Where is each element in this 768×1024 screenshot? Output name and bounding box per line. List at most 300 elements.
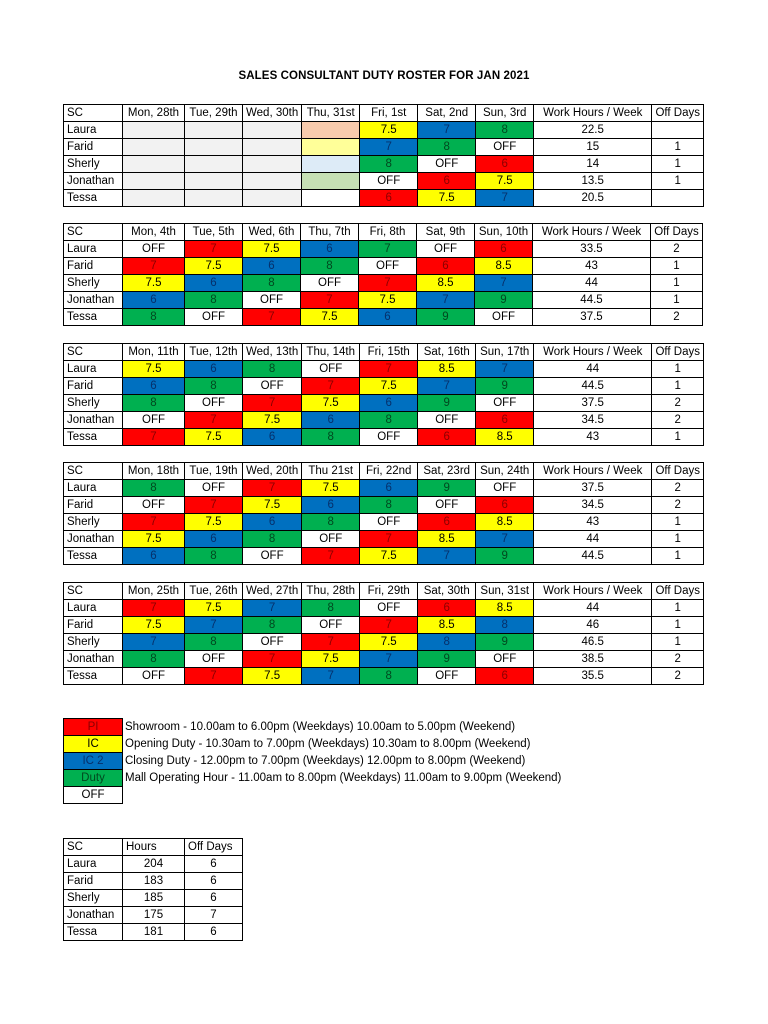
consultant-name: Laura	[64, 361, 123, 378]
column-header: Off Days	[652, 344, 704, 361]
shift-cell: 8	[243, 275, 301, 292]
shift-cell: 8	[476, 617, 534, 634]
roster-week-table	[63, 582, 704, 685]
off-days-cell: 1	[652, 617, 704, 634]
shift-cell	[185, 139, 243, 156]
shift-cell: 7.5	[123, 531, 185, 548]
summary-table	[63, 838, 243, 941]
column-header: Tue, 5th	[185, 224, 243, 241]
summary-row	[64, 890, 243, 907]
shift-cell: 7	[243, 309, 301, 326]
legend-description: Showroom - 10.00am to 6.00pm (Weekdays) 10.00am to 5.00pm (Weekend)	[125, 721, 516, 733]
off-days-cell: 1	[652, 514, 704, 531]
column-header: Work Hours / Week	[534, 344, 652, 361]
roster-row	[64, 173, 704, 190]
shift-cell: 7.5	[123, 617, 185, 634]
column-header: Sat, 30th	[418, 583, 476, 600]
shift-cell: 8	[243, 617, 302, 634]
total-hours-cell: 181	[123, 924, 185, 941]
shift-cell: 6	[418, 514, 476, 531]
work-hours-cell: 38.5	[534, 651, 652, 668]
consultant-name: Jonathan	[64, 531, 123, 548]
shift-cell: OFF	[360, 514, 418, 531]
work-hours-cell: 43	[534, 429, 652, 446]
column-header: Sun, 31st	[476, 583, 534, 600]
column-header: Thu, 28th	[302, 583, 360, 600]
column-header: Sun, 10th	[475, 224, 533, 241]
shift-cell: OFF	[123, 412, 185, 429]
consultant-name: Tessa	[64, 309, 123, 326]
legend-description	[123, 787, 565, 804]
column-header: Off Days	[651, 224, 703, 241]
work-hours-cell: 34.5	[534, 497, 652, 514]
shift-cell: OFF	[185, 651, 243, 668]
off-days-cell: 2	[652, 651, 704, 668]
work-hours-cell: 15	[534, 139, 652, 156]
shift-cell: 7	[185, 617, 243, 634]
consultant-name: Sherly	[64, 514, 123, 531]
column-header: Work Hours / Week	[533, 224, 651, 241]
legend-swatch: IC	[64, 736, 123, 753]
shift-cell: 7.5	[418, 190, 476, 207]
consultant-name: Sherly	[64, 395, 123, 412]
column-header: Fri, 8th	[359, 224, 417, 241]
shift-cell: 6	[360, 395, 418, 412]
column-header: Tue, 26th	[185, 583, 243, 600]
off-days-cell: 1	[651, 292, 703, 309]
shift-cell: 7	[123, 514, 185, 531]
roster-row	[64, 480, 704, 497]
column-header: Thu, 31st	[302, 105, 360, 122]
shift-cell: 7	[302, 378, 360, 395]
shift-cell: 8	[123, 395, 185, 412]
column-header: Thu 21st	[302, 463, 360, 480]
off-days-cell: 2	[652, 497, 704, 514]
legend-table	[63, 718, 565, 804]
shift-cell: 7	[476, 531, 534, 548]
shift-cell: OFF	[243, 378, 302, 395]
shift-cell: 6	[243, 258, 301, 275]
shift-cell: 8.5	[476, 514, 534, 531]
shift-cell: 8	[302, 429, 360, 446]
header-row	[64, 224, 703, 241]
column-header: Wed, 13th	[243, 344, 302, 361]
summary-row	[64, 856, 243, 873]
shift-cell: 6	[185, 531, 243, 548]
shift-cell: OFF	[123, 241, 185, 258]
shift-cell: 8	[360, 156, 418, 173]
shift-cell: OFF	[123, 668, 185, 685]
off-days-cell: 2	[652, 412, 704, 429]
roster-row	[64, 258, 703, 275]
shift-cell: 7	[123, 634, 185, 651]
total-off-days-cell: 6	[185, 890, 243, 907]
off-days-cell: 2	[651, 309, 703, 326]
shift-cell	[185, 122, 243, 139]
shift-cell: 7.5	[302, 651, 360, 668]
shift-cell: OFF	[476, 480, 534, 497]
shift-cell: 7	[302, 548, 360, 565]
shift-cell: 8	[123, 309, 185, 326]
shift-cell: 7	[301, 292, 359, 309]
roster-week-table	[63, 462, 704, 565]
shift-cell: OFF	[302, 617, 360, 634]
shift-cell: OFF	[360, 600, 418, 617]
shift-cell: 7	[359, 275, 417, 292]
column-header: Off Days	[652, 105, 704, 122]
shift-cell: 6	[123, 378, 185, 395]
consultant-name: Sherly	[64, 275, 123, 292]
work-hours-cell: 44	[534, 600, 652, 617]
shift-cell: 6	[476, 668, 534, 685]
work-hours-cell: 43	[534, 514, 652, 531]
shift-cell: 7	[475, 275, 533, 292]
roster-row	[64, 395, 704, 412]
consultant-name: Tessa	[64, 668, 123, 685]
column-header: Mon, 18th	[123, 463, 185, 480]
column-header: Fri, 22nd	[360, 463, 418, 480]
shift-cell: 7	[185, 497, 243, 514]
legend-description: Opening Duty - 10.30am to 7.00pm (Weekdays) 10.30am to 8.00pm (Weekend)	[125, 738, 531, 750]
legend-swatch: IC 2	[64, 753, 123, 770]
shift-cell: 6	[243, 429, 302, 446]
consultant-name: Sherly	[64, 156, 123, 173]
shift-cell	[123, 190, 185, 207]
shift-cell: 8	[243, 361, 302, 378]
shift-cell: 7.5	[360, 548, 418, 565]
summary-row	[64, 924, 243, 941]
legend-swatch: Duty	[64, 770, 123, 787]
roster-row	[64, 241, 703, 258]
legend-row	[64, 753, 565, 770]
consultant-name: Farid	[64, 617, 123, 634]
consultant-name: Farid	[64, 873, 123, 890]
total-hours-cell: 185	[123, 890, 185, 907]
shift-cell: 6	[243, 514, 302, 531]
shift-cell: 7	[243, 480, 302, 497]
shift-cell: 8	[185, 378, 243, 395]
column-header: Fri, 15th	[360, 344, 418, 361]
shift-cell: 8.5	[418, 361, 476, 378]
off-days-cell: 1	[652, 139, 704, 156]
off-days-cell: 1	[652, 156, 704, 173]
roster-row	[64, 309, 703, 326]
off-days-cell: 1	[651, 258, 703, 275]
shift-cell: 7	[476, 361, 534, 378]
shift-cell: 7	[360, 617, 418, 634]
shift-cell: 6	[302, 412, 360, 429]
shift-cell: 7.5	[185, 429, 243, 446]
shift-cell: 8.5	[418, 617, 476, 634]
shift-cell	[302, 139, 360, 156]
off-days-cell	[652, 122, 704, 139]
header-row	[64, 344, 704, 361]
shift-cell: 7.5	[243, 497, 302, 514]
shift-cell	[123, 173, 185, 190]
shift-cell: 7	[418, 548, 476, 565]
legend-row	[64, 770, 565, 787]
off-days-cell: 1	[652, 548, 704, 565]
work-hours-cell: 37.5	[534, 480, 652, 497]
shift-cell	[185, 156, 243, 173]
column-header: SC	[64, 105, 123, 122]
shift-cell: 8	[360, 412, 418, 429]
work-hours-cell: 35.5	[534, 668, 652, 685]
roster-row	[64, 156, 704, 173]
consultant-name: Sherly	[64, 890, 123, 907]
off-days-cell: 1	[652, 634, 704, 651]
column-header: SC	[64, 583, 123, 600]
shift-cell: 8	[302, 514, 360, 531]
consultant-name: Jonathan	[64, 907, 123, 924]
shift-cell: OFF	[359, 258, 417, 275]
shift-cell: OFF	[418, 412, 476, 429]
work-hours-cell: 44	[534, 531, 652, 548]
shift-cell: 6	[359, 309, 417, 326]
shift-cell: 7	[185, 668, 243, 685]
summary-row	[64, 873, 243, 890]
shift-cell	[302, 156, 360, 173]
shift-cell	[243, 139, 302, 156]
shift-cell: 9	[418, 651, 476, 668]
shift-cell: 7	[360, 139, 418, 156]
roster-row	[64, 190, 704, 207]
summary-header-row	[64, 839, 243, 856]
shift-cell: 7	[359, 241, 417, 258]
shift-cell	[243, 122, 302, 139]
shift-cell: 8	[360, 668, 418, 685]
column-header: Work Hours / Week	[534, 463, 652, 480]
total-hours-cell: 183	[123, 873, 185, 890]
work-hours-cell: 14	[534, 156, 652, 173]
shift-cell: 9	[417, 309, 475, 326]
total-hours-cell: 204	[123, 856, 185, 873]
work-hours-cell: 46.5	[534, 634, 652, 651]
roster-week-table	[63, 343, 704, 446]
shift-cell: 7	[123, 429, 185, 446]
column-header: SC	[64, 344, 123, 361]
shift-cell: 7	[123, 600, 185, 617]
off-days-cell: 1	[652, 600, 704, 617]
consultant-name: Tessa	[64, 190, 123, 207]
off-days-cell: 1	[651, 275, 703, 292]
shift-cell: 7	[185, 412, 243, 429]
roster-row	[64, 361, 704, 378]
column-header: Off Days	[652, 463, 704, 480]
legend-swatch: OFF	[64, 787, 123, 804]
shift-cell: 6	[185, 275, 243, 292]
work-hours-cell: 44.5	[534, 548, 652, 565]
column-header: Sun, 17th	[476, 344, 534, 361]
column-header: Mon, 25th	[123, 583, 185, 600]
shift-cell: OFF	[185, 480, 243, 497]
column-header: Sat, 9th	[417, 224, 475, 241]
column-header: Mon, 11th	[123, 344, 185, 361]
shift-cell: 6	[123, 548, 185, 565]
column-header: Sun, 24th	[476, 463, 534, 480]
work-hours-cell: 37.5	[534, 395, 652, 412]
roster-row	[64, 531, 704, 548]
off-days-cell: 1	[652, 361, 704, 378]
column-header: Wed, 6th	[243, 224, 301, 241]
roster-row	[64, 275, 703, 292]
shift-cell: 7	[302, 668, 360, 685]
shift-cell: OFF	[360, 429, 418, 446]
shift-cell: 6	[417, 258, 475, 275]
total-off-days-cell: 7	[185, 907, 243, 924]
consultant-name: Laura	[64, 600, 123, 617]
header-row	[64, 105, 704, 122]
page-title: SALES CONSULTANT DUTY ROSTER FOR JAN 2021	[238, 70, 530, 82]
shift-cell: 8	[185, 292, 243, 309]
shift-cell: 6	[475, 241, 533, 258]
column-header: Tue, 29th	[185, 105, 243, 122]
shift-cell: 7.5	[243, 241, 301, 258]
consultant-name: Farid	[64, 378, 123, 395]
shift-cell: 9	[476, 634, 534, 651]
shift-cell: 8	[302, 600, 360, 617]
shift-cell: 8.5	[417, 275, 475, 292]
roster-row	[64, 668, 704, 685]
consultant-name: Laura	[64, 856, 123, 873]
total-off-days-cell: 6	[185, 856, 243, 873]
shift-cell: 7.5	[243, 412, 302, 429]
off-days-cell: 2	[652, 395, 704, 412]
roster-row	[64, 600, 704, 617]
consultant-name: Tessa	[64, 548, 123, 565]
roster-week-table	[63, 104, 704, 207]
shift-cell: 7.5	[360, 378, 418, 395]
roster-row	[64, 292, 703, 309]
shift-cell: 7	[476, 190, 534, 207]
roster-week-table	[63, 223, 703, 326]
consultant-name: Jonathan	[64, 651, 123, 668]
shift-cell: OFF	[302, 531, 360, 548]
consultant-name: Laura	[64, 480, 123, 497]
shift-cell: OFF	[301, 275, 359, 292]
column-header: Sat, 16th	[418, 344, 476, 361]
work-hours-cell: 34.5	[534, 412, 652, 429]
consultant-name: Tessa	[64, 924, 123, 941]
shift-cell: OFF	[243, 292, 301, 309]
shift-cell: 7.5	[123, 361, 185, 378]
shift-cell: 7	[360, 651, 418, 668]
legend-row	[64, 787, 565, 804]
shift-cell: 8.5	[476, 600, 534, 617]
shift-cell: OFF	[417, 241, 475, 258]
off-days-cell: 1	[652, 378, 704, 395]
shift-cell: 7.5	[123, 275, 185, 292]
off-days-cell: 1	[652, 173, 704, 190]
shift-cell: 7.5	[359, 292, 417, 309]
shift-cell: OFF	[475, 309, 533, 326]
shift-cell: 8	[360, 497, 418, 514]
off-days-cell: 2	[652, 480, 704, 497]
shift-cell: 6	[185, 361, 243, 378]
shift-cell: 6	[302, 497, 360, 514]
column-header: Off Days	[652, 583, 704, 600]
shift-cell: 7	[360, 531, 418, 548]
shift-cell: 7.5	[243, 668, 302, 685]
shift-cell: 7	[185, 241, 243, 258]
shift-cell	[243, 190, 302, 207]
shift-cell: 7	[360, 361, 418, 378]
work-hours-cell: 43	[533, 258, 651, 275]
shift-cell: 7.5	[185, 514, 243, 531]
shift-cell: 6	[476, 156, 534, 173]
shift-cell: 8	[243, 531, 302, 548]
column-header: SC	[64, 224, 123, 241]
work-hours-cell: 22.5	[534, 122, 652, 139]
shift-cell: OFF	[243, 548, 302, 565]
shift-cell: 7.5	[360, 122, 418, 139]
shift-cell: OFF	[185, 309, 243, 326]
shift-cell	[243, 173, 302, 190]
work-hours-cell: 44.5	[534, 378, 652, 395]
shift-cell: 7	[243, 651, 302, 668]
work-hours-cell: 46	[534, 617, 652, 634]
shift-cell: 7.5	[302, 480, 360, 497]
legend-row	[64, 719, 565, 736]
column-header: Sat, 2nd	[418, 105, 476, 122]
column-header: Thu, 14th	[302, 344, 360, 361]
roster-row	[64, 634, 704, 651]
off-days-cell: 1	[652, 531, 704, 548]
consultant-name: Tessa	[64, 429, 123, 446]
shift-cell: 8	[418, 634, 476, 651]
roster-row	[64, 548, 704, 565]
shift-cell: 7.5	[185, 258, 243, 275]
column-header: Wed, 20th	[243, 463, 302, 480]
total-off-days-cell: 6	[185, 924, 243, 941]
legend-description: Mall Operating Hour - 11.00am to 8.00pm (Weekdays) 11.00am to 9.00pm (Weekend)	[125, 772, 562, 784]
shift-cell: 7	[302, 634, 360, 651]
shift-cell: 9	[476, 548, 534, 565]
shift-cell: OFF	[243, 634, 302, 651]
column-header: Mon, 28th	[123, 105, 185, 122]
shift-cell	[302, 190, 360, 207]
shift-cell	[185, 173, 243, 190]
shift-cell: 6	[360, 190, 418, 207]
header-row	[64, 463, 704, 480]
work-hours-cell: 33.5	[533, 241, 651, 258]
summary-column-header: SC	[64, 839, 123, 856]
shift-cell	[243, 156, 302, 173]
consultant-name: Sherly	[64, 634, 123, 651]
shift-cell: 7.5	[185, 600, 243, 617]
shift-cell: 8.5	[476, 429, 534, 446]
work-hours-cell: 37.5	[533, 309, 651, 326]
shift-cell: 9	[418, 480, 476, 497]
shift-cell: 7	[243, 600, 302, 617]
shift-cell: 6	[418, 173, 476, 190]
shift-cell: 6	[418, 429, 476, 446]
shift-cell: OFF	[123, 497, 185, 514]
summary-column-header: Hours	[123, 839, 185, 856]
legend-swatch: PI	[64, 719, 123, 736]
shift-cell: 8	[123, 480, 185, 497]
consultant-name: Jonathan	[64, 292, 123, 309]
column-header: Sat, 23rd	[418, 463, 476, 480]
shift-cell: 9	[475, 292, 533, 309]
off-days-cell: 1	[652, 429, 704, 446]
column-header: SC	[64, 463, 123, 480]
shift-cell: 6	[476, 412, 534, 429]
shift-cell: OFF	[360, 173, 418, 190]
legend-description: Closing Duty - 12.00pm to 7.00pm (Weekdays) 12.00pm to 8.00pm (Weekend)	[125, 755, 526, 767]
shift-cell: OFF	[185, 395, 243, 412]
roster-row	[64, 651, 704, 668]
